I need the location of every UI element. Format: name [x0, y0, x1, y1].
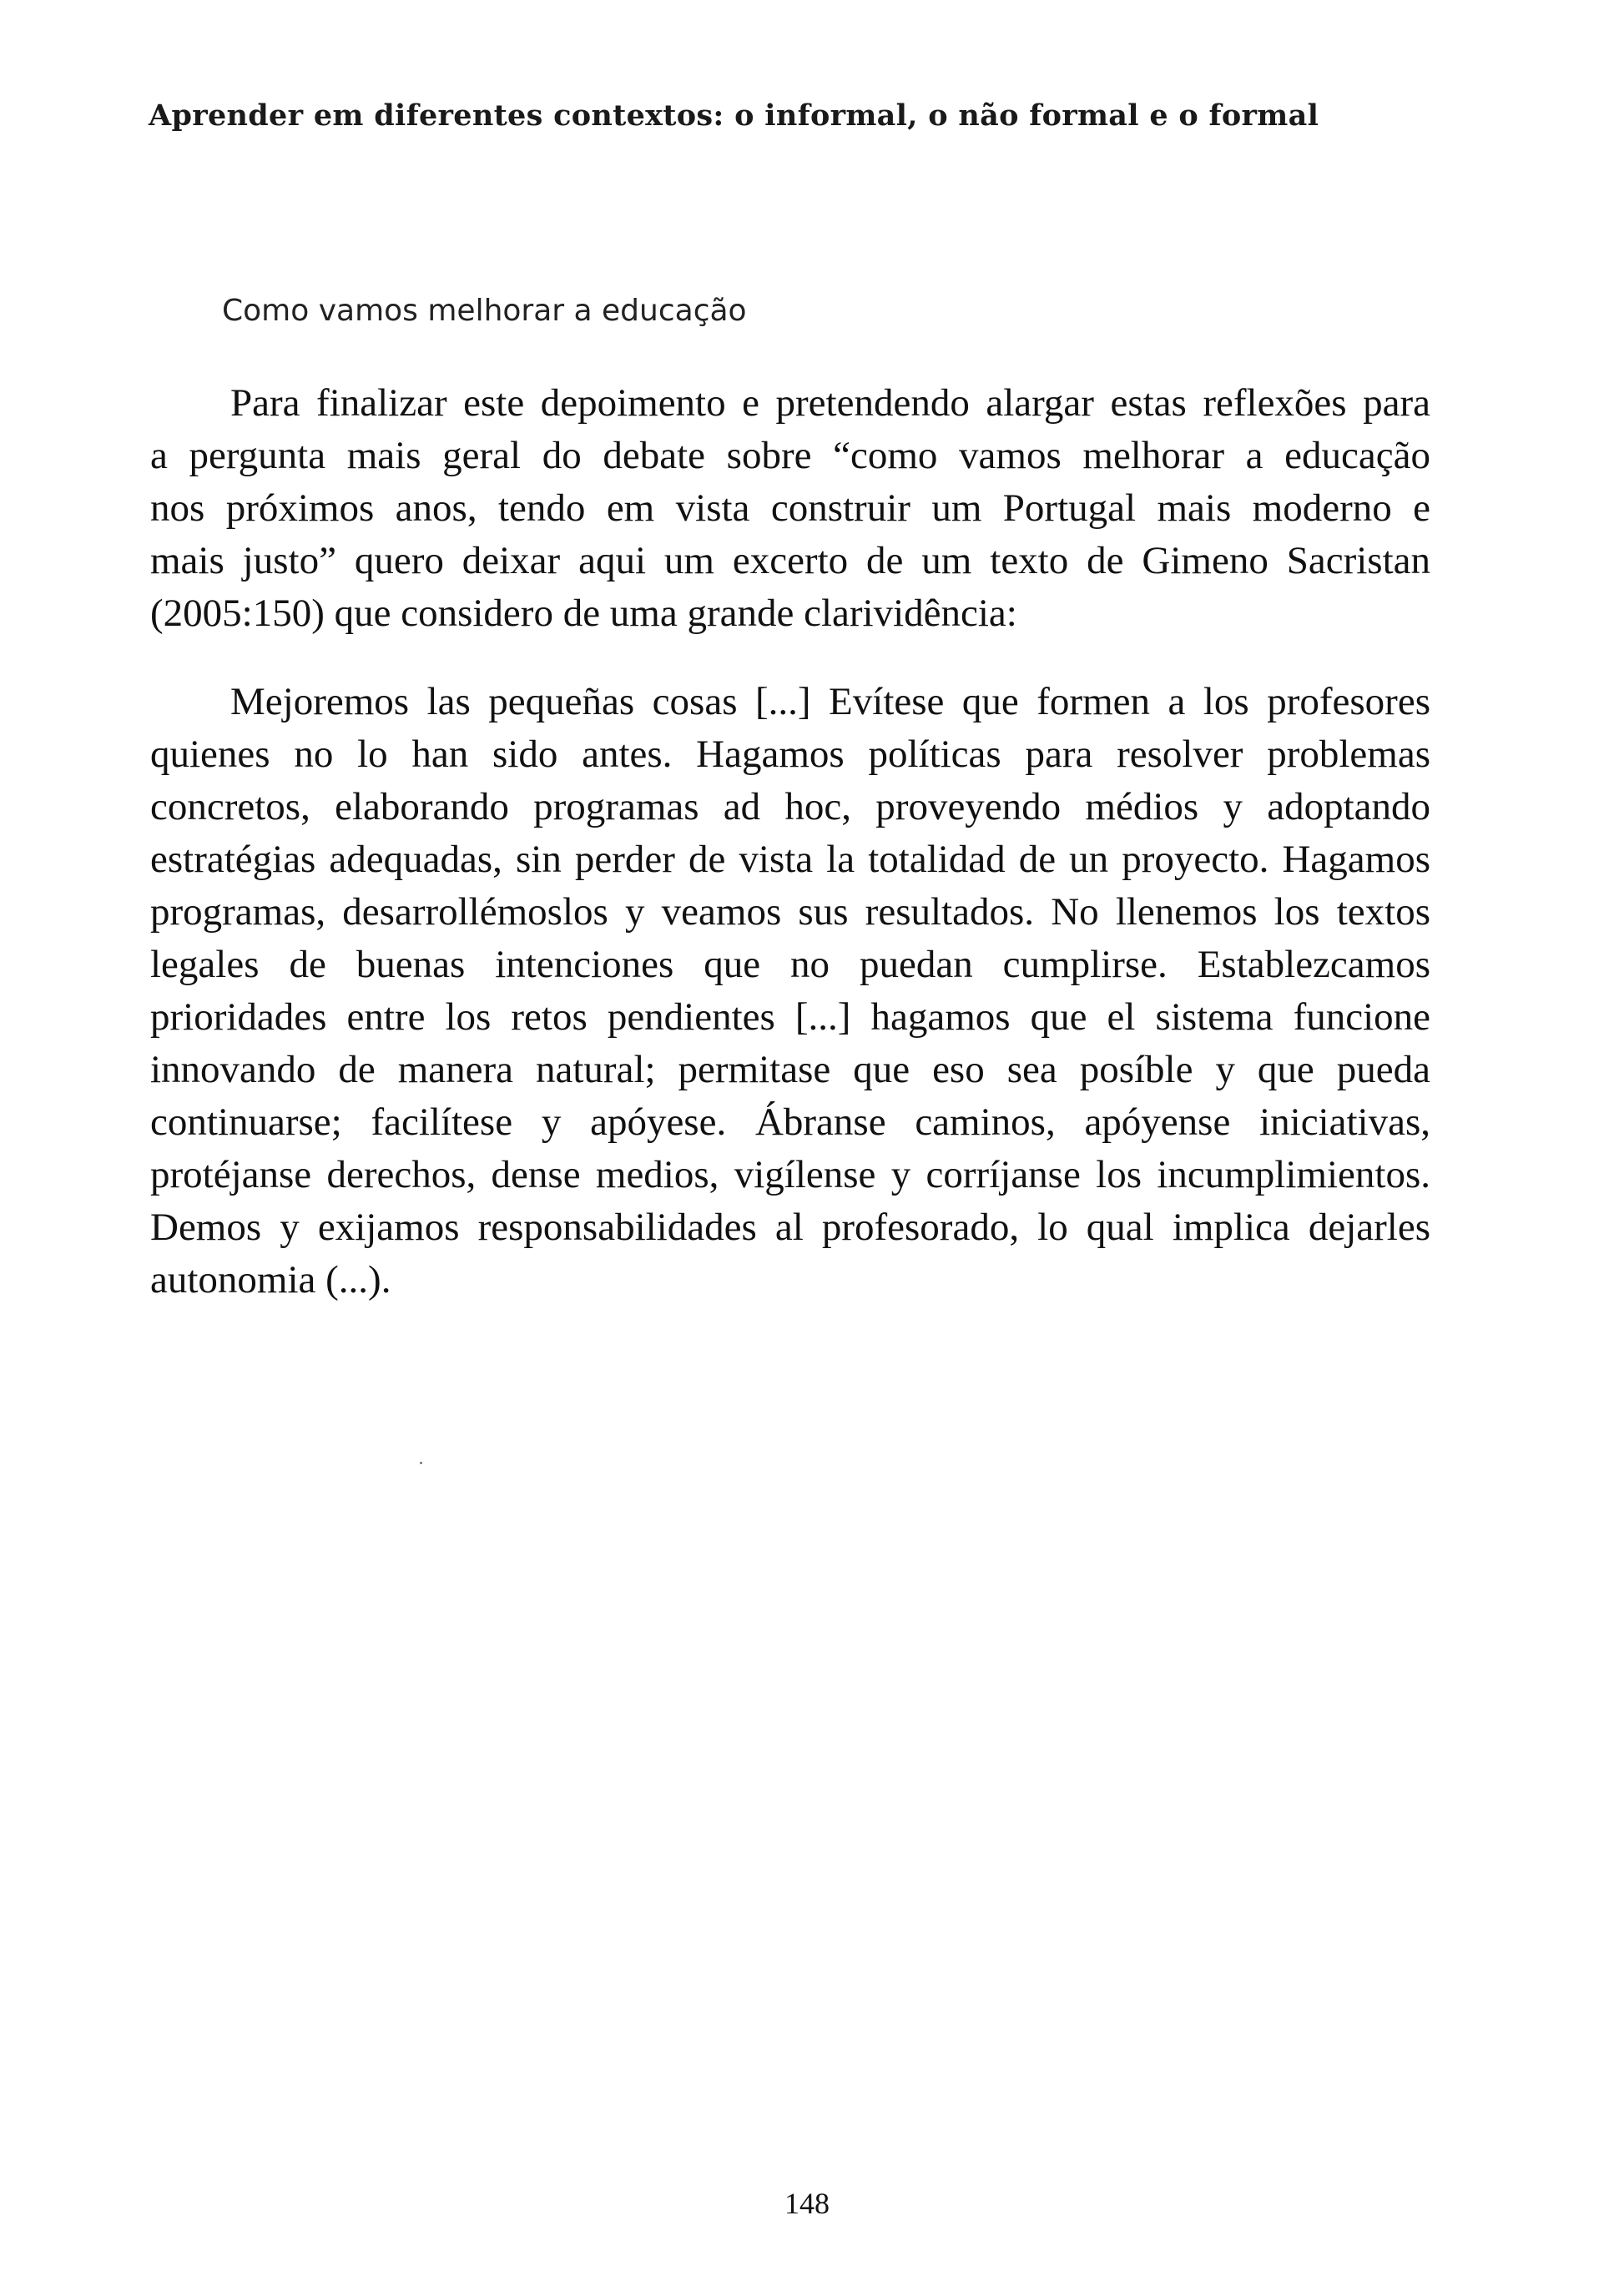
quote-line: Demos y exijamos responsabilidades al profesorado, lo qual implica dejarles [150, 1206, 1430, 1249]
quote-line: continuarse; facilítese y apóyese. Ábranse caminos, apóyense iniciativas, [150, 1100, 1430, 1144]
quote-line: protéjanse derechos, dense medios, vigílense y corríjanse los incumplimientos. [150, 1153, 1430, 1196]
page-number: 148 [784, 2187, 830, 2220]
quote-line: concretos, elaborando programas ad hoc, proveyendo médios y adoptando [150, 785, 1430, 828]
quote-line: prioridades entre los retos pendientes [...] hagamos que el sistema funcione [150, 995, 1430, 1039]
intro-line: mais justo” quero deixar aqui um excerto de um texto de Gimeno Sacristan [150, 539, 1430, 582]
section-heading: Como vamos melhorar a educação [222, 294, 747, 328]
quote-line: autonomia (...). [150, 1258, 391, 1302]
intro-line: (2005:150) que considero de uma grande clarividência: [150, 592, 1017, 635]
intro-paragraph [150, 377, 1430, 640]
intro-line: a pergunta mais geral do debate sobre “como vamos melhorar a educação [150, 434, 1430, 477]
quote-line: quienes no lo han sido antes. Hagamos políticas para resolver problemas [150, 733, 1430, 776]
running-header: Aprender em diferentes contextos: o informal, o não formal e o formal [149, 98, 1319, 133]
scan-speck [420, 1462, 422, 1464]
intro-line: nos próximos anos, tendo em vista construir um Portugal mais moderno e [150, 486, 1430, 530]
quote-line: innovando de manera natural; permitase que eso sea posíble y que pueda [150, 1048, 1430, 1091]
quote-line: legales de buenas intenciones que no puedan cumplirse. Establezcamos [150, 943, 1430, 986]
quote-line: programas, desarrollémoslos y veamos sus resultados. No llenemos los textos [150, 890, 1430, 934]
intro-line: Para finalizar este depoimento e pretendendo alargar estas reflexões para [230, 381, 1430, 425]
quote-line: estratégias adequadas, sin perder de vista la totalidad de un proyecto. Hagamos [150, 838, 1430, 881]
quote-paragraph [150, 676, 1430, 1307]
quote-line: Mejoremos las pequeñas cosas [...] Evítese que formen a los profesores [230, 680, 1430, 723]
